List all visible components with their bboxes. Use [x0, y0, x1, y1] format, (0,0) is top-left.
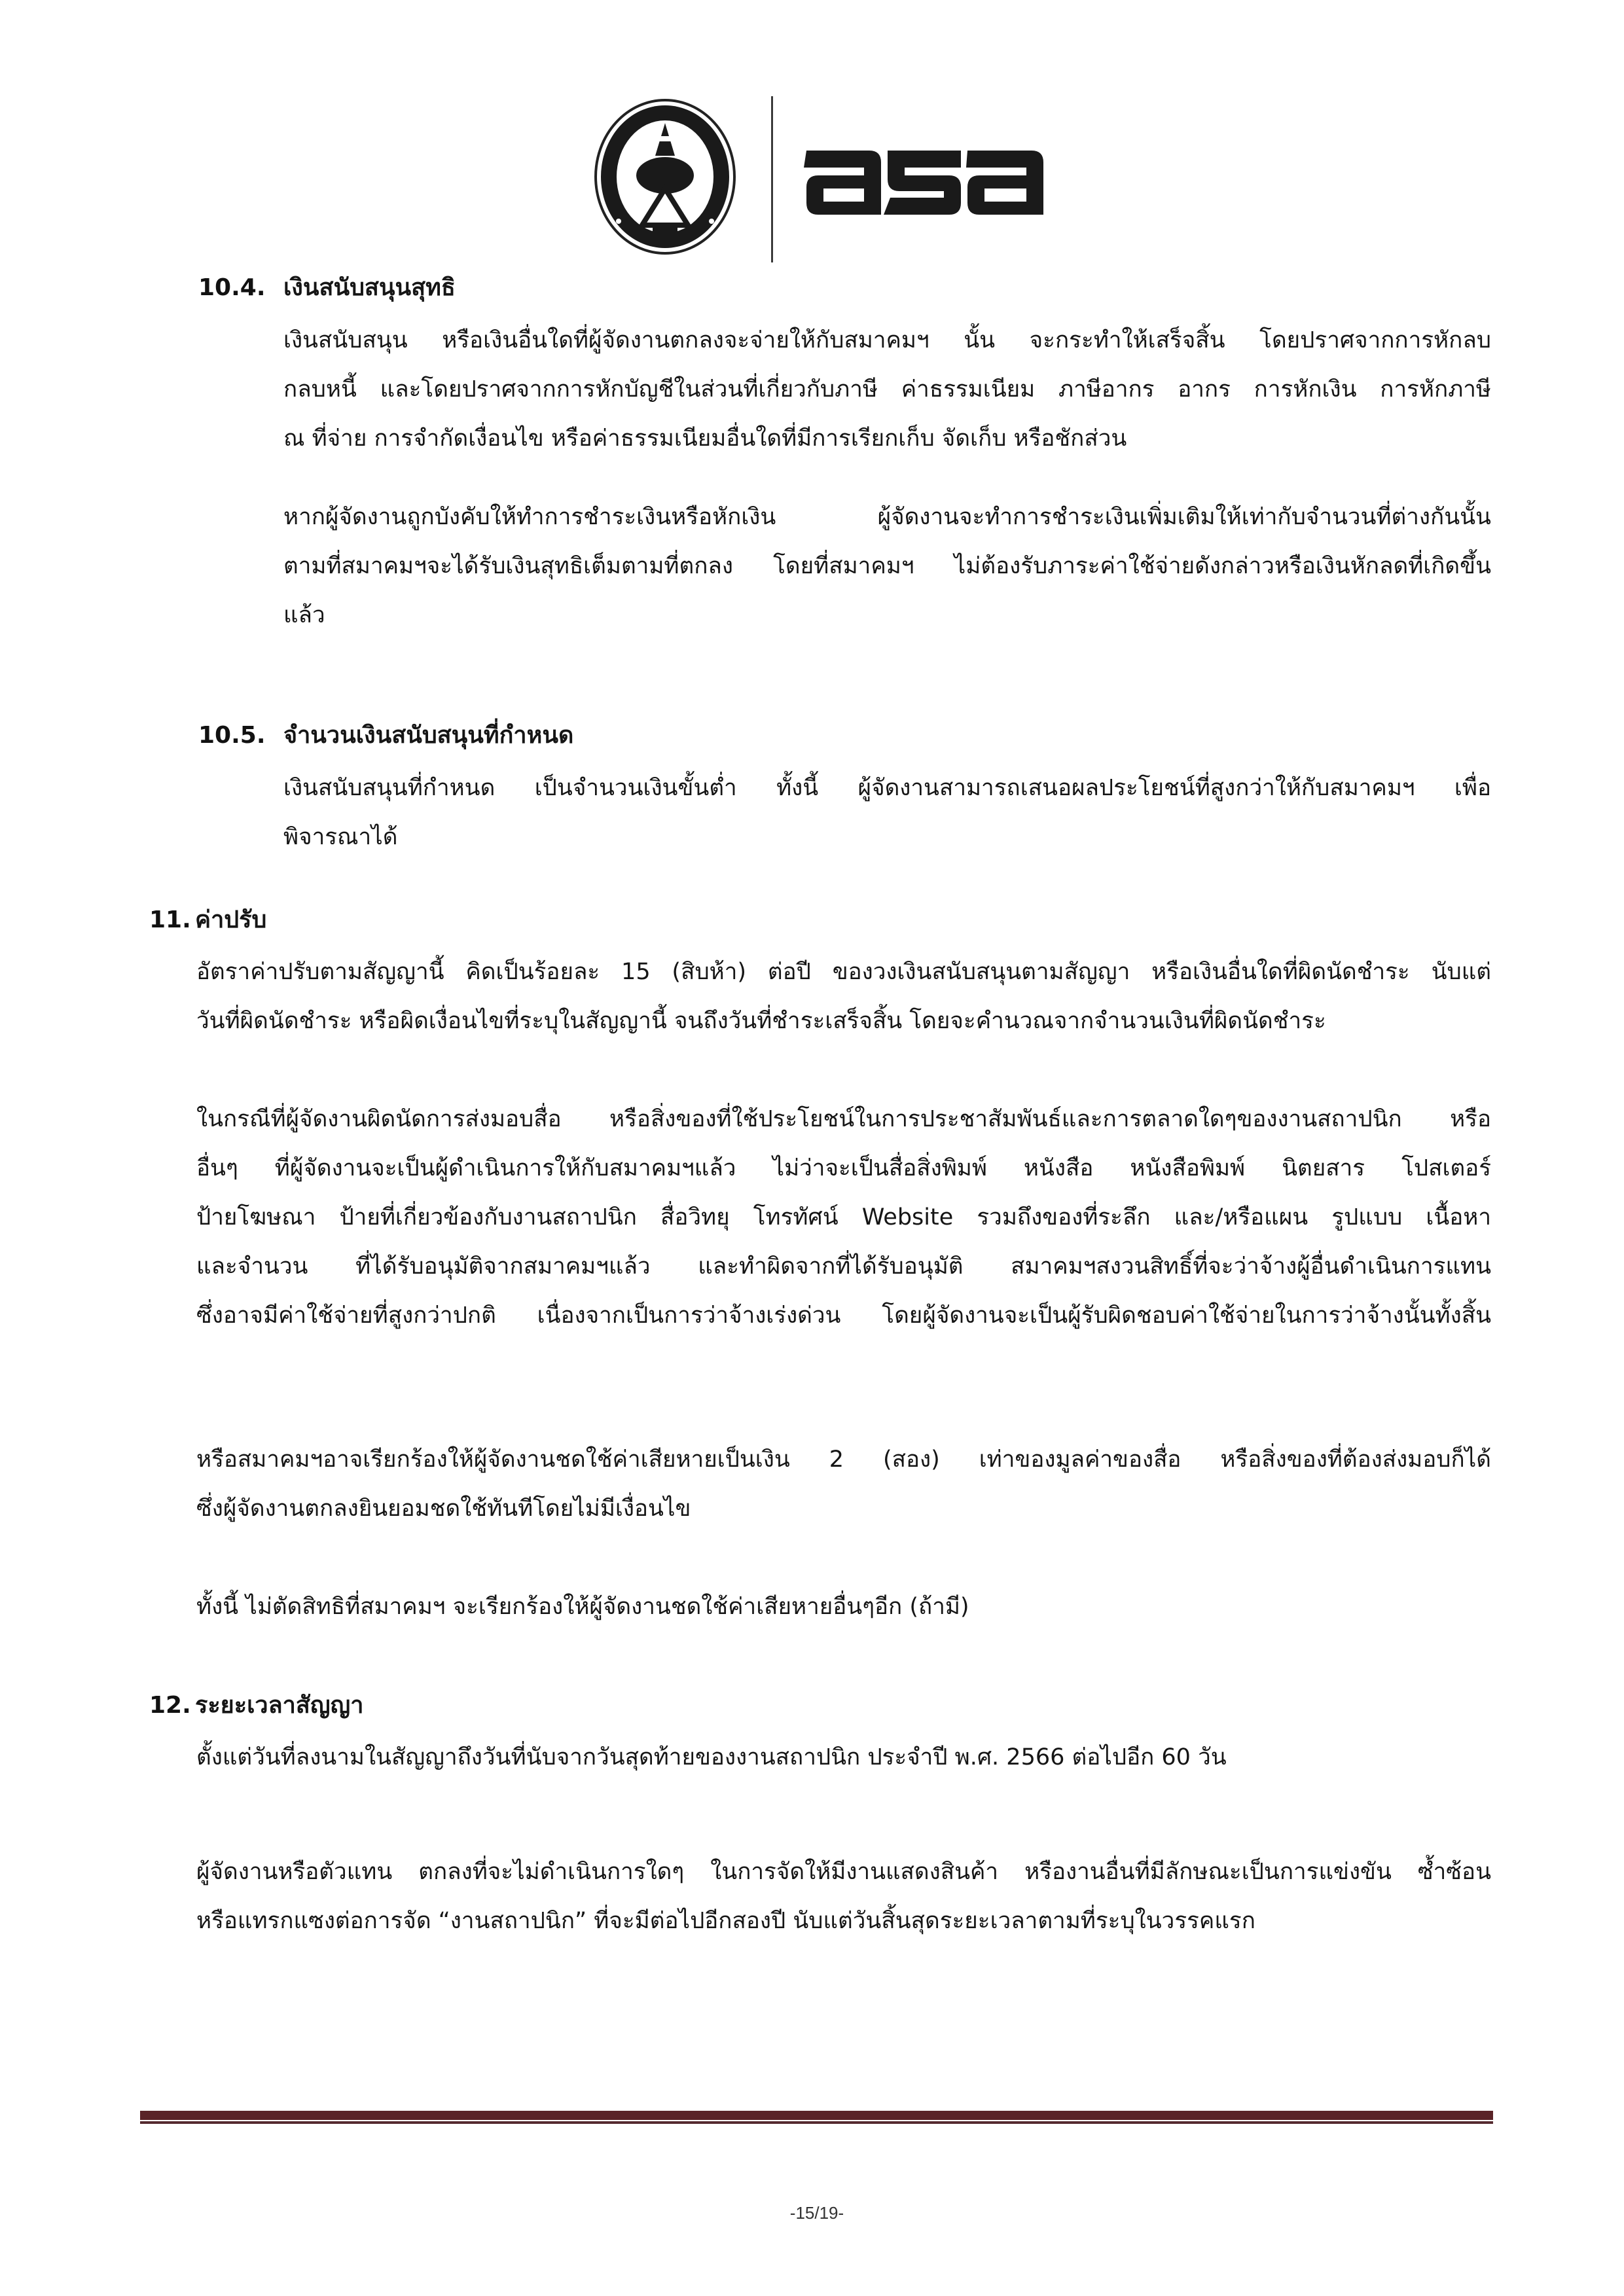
- paragraph-line: ผู้จัดงานหรือตัวแทน ตกลงที่จะไม่ดำเนินการใดๆ ในการจัดให้มีงานแสดงสินค้า หรืองานอื่นที่มีลักษณะเป็นการแข่งขัน ซ้ำซ้อน: [196, 1859, 1491, 1885]
- paragraph-line: ตามที่สมาคมฯจะได้รับเงินสุทธิเต็มตามที่ตกลง โดยที่สมาคมฯ ไม่ต้องรับภาระค่าใช้จ่ายดังกล่าวหรือเงินหักลดที่เกิดขึ้น: [283, 553, 1491, 579]
- paragraph-line: อัตราค่าปรับตามสัญญานี้ คิดเป็นร้อยละ 15 (สิบห้า) ต่อปี ของวงเงินสนับสนุนตามสัญญา หรือเงินอื่นใดที่ผิดนัดชำระ นับแต่: [196, 959, 1491, 985]
- section-number-11: 11.: [149, 906, 191, 933]
- paragraph-line: ซึ่งอาจมีค่าใช้จ่ายที่สูงกว่าปกติ เนื่องจากเป็นการว่าจ้างเร่งด่วน โดยผู้จัดงานจะเป็นผู้รับผิดชอบค่าใช้จ่ายในการว่าจ้างนั้นทั้งสิ้น: [196, 1302, 1491, 1329]
- paragraph-line: วันที่ผิดนัดชำระ หรือผิดเงื่อนไขที่ระบุในสัญญานี้ จนถึงวันที่ชำระเสร็จสิ้น โดยจะคำนวณจากจำนวนเงินที่ผิดนัดชำระ: [196, 1008, 1326, 1034]
- paragraph-line: เงินสนับสนุนที่กำหนด เป็นจำนวนเงินขั้นต่ำ ทั้งนี้ ผู้จัดงานสามารถเสนอผลประโยชน์ที่สูงกว่าให้กับสมาคมฯ เพื่อ: [283, 775, 1491, 801]
- section-title-10-5: จำนวนเงินสนับสนุนที่กำหนด: [283, 722, 574, 749]
- paragraph-line: ทั้งนี้ ไม่ตัดสิทธิที่สมาคมฯ จะเรียกร้องให้ผู้จัดงานชดใช้ค่าเสียหายอื่นๆอีก (ถ้ามี): [196, 1594, 969, 1620]
- paragraph-line: ซึ่งผู้จัดงานตกลงยินยอมชดใช้ทันทีโดยไม่มีเงื่อนไข: [196, 1496, 691, 1522]
- paragraph-line: และจำนวน ที่ได้รับอนุมัติจากสมาคมฯแล้ว และทำผิดจากที่ได้รับอนุมัติ สมาคมฯสงวนสิทธิ์ที่จะว่าจ้างผู้อื่นดำเนินการแทน: [196, 1253, 1491, 1280]
- footer-rule-thin: [140, 2121, 1493, 2124]
- paragraph-line: ณ ที่จ่าย การจำกัดเงื่อนไข หรือค่าธรรมเนียมอื่นใดที่มีการเรียกเก็บ จัดเก็บ หรือชักส่วน: [283, 425, 1127, 452]
- section-title-11: ค่าปรับ: [195, 906, 267, 933]
- paragraph-line: ป้ายโฆษณา ป้ายที่เกี่ยวข้องกับงานสถาปนิก สื่อวิทยุ โทรทัศน์ Website รวมถึงของที่ระลึก และ/หรือแผน รูปแบบ เนื้อหา: [196, 1204, 1491, 1230]
- logo-divider: [771, 96, 773, 262]
- paragraph-line: แล้ว: [283, 602, 325, 628]
- section-title-12: ระยะเวลาสัญญา: [195, 1692, 364, 1719]
- section-title-10-4: เงินสนับสนุนสุทธิ: [283, 274, 456, 301]
- paragraph-line: ในกรณีที่ผู้จัดงานผิดนัดการส่งมอบสื่อ หรือสิ่งของที่ใช้ประโยชน์ในการประชาสัมพันธ์และการตลาดใดๆของงานสถาปนิก หรือ: [196, 1106, 1491, 1132]
- paragraph-line: พิจารณาได้: [283, 824, 398, 850]
- paragraph-line: หรือสมาคมฯอาจเรียกร้องให้ผู้จัดงานชดใช้ค่าเสียหายเป็นเงิน 2 (สอง) เท่าของมูลค่าของสื่อ หรือสิ่งของที่ต้องส่งมอบก็ได้: [196, 1446, 1491, 1473]
- paragraph-line: หากผู้จัดงานถูกบังคับให้ทำการชำระเงินหรือหักเงิน ผู้จัดงานจะทำการชำระเงินเพิ่มเติมให้เท่ากับจำนวนที่ต่างกันนั้น: [283, 504, 1491, 530]
- paragraph-line: เงินสนับสนุน หรือเงินอื่นใดที่ผู้จัดงานตกลงจะจ่ายให้กับสมาคมฯ นั้น จะกระทำให้เสร็จสิ้น โดยปราศจากการหักลบ: [283, 327, 1491, 353]
- paragraph-line: ตั้งแต่วันที่ลงนามในสัญญาถึงวันที่นับจากวันสุดท้ายของงานสถาปนิก ประจำปี พ.ศ. 2566 ต่อไปอีก 60 วัน: [196, 1744, 1227, 1770]
- paragraph-line: หรือแทรกแซงต่อการจัด “งานสถาปนิก” ที่จะมีต่อไปอีกสองปี นับแต่วันสิ้นสุดระยะเวลาตามที่ระบุในวรรคแรก: [196, 1908, 1255, 1934]
- section-number-10-5: 10.5.: [198, 722, 266, 749]
- paragraph-line: อื่นๆ ที่ผู้จัดงานจะเป็นผู้ดำเนินการให้กับสมาคมฯแล้ว ไม่ว่าจะเป็นสื่อสิ่งพิมพ์ หนังสือ หนังสือพิมพ์ นิตยสาร โปสเตอร์: [196, 1155, 1491, 1181]
- page-number: -15/19-: [789, 2203, 844, 2223]
- footer-rule-thick: [140, 2111, 1493, 2120]
- section-number-10-4: 10.4.: [198, 274, 266, 301]
- section-number-12: 12.: [149, 1692, 191, 1719]
- asa-wordmark-logo: [804, 141, 1046, 217]
- paragraph-line: กลบหนี้ และโดยปราศจากการหักบัญชีในส่วนที่เกี่ยวกับภาษี ค่าธรรมเนียม ภาษีอากร อากร การหักเงิน การหักภาษี: [283, 376, 1491, 403]
- association-seal-logo: [592, 97, 738, 257]
